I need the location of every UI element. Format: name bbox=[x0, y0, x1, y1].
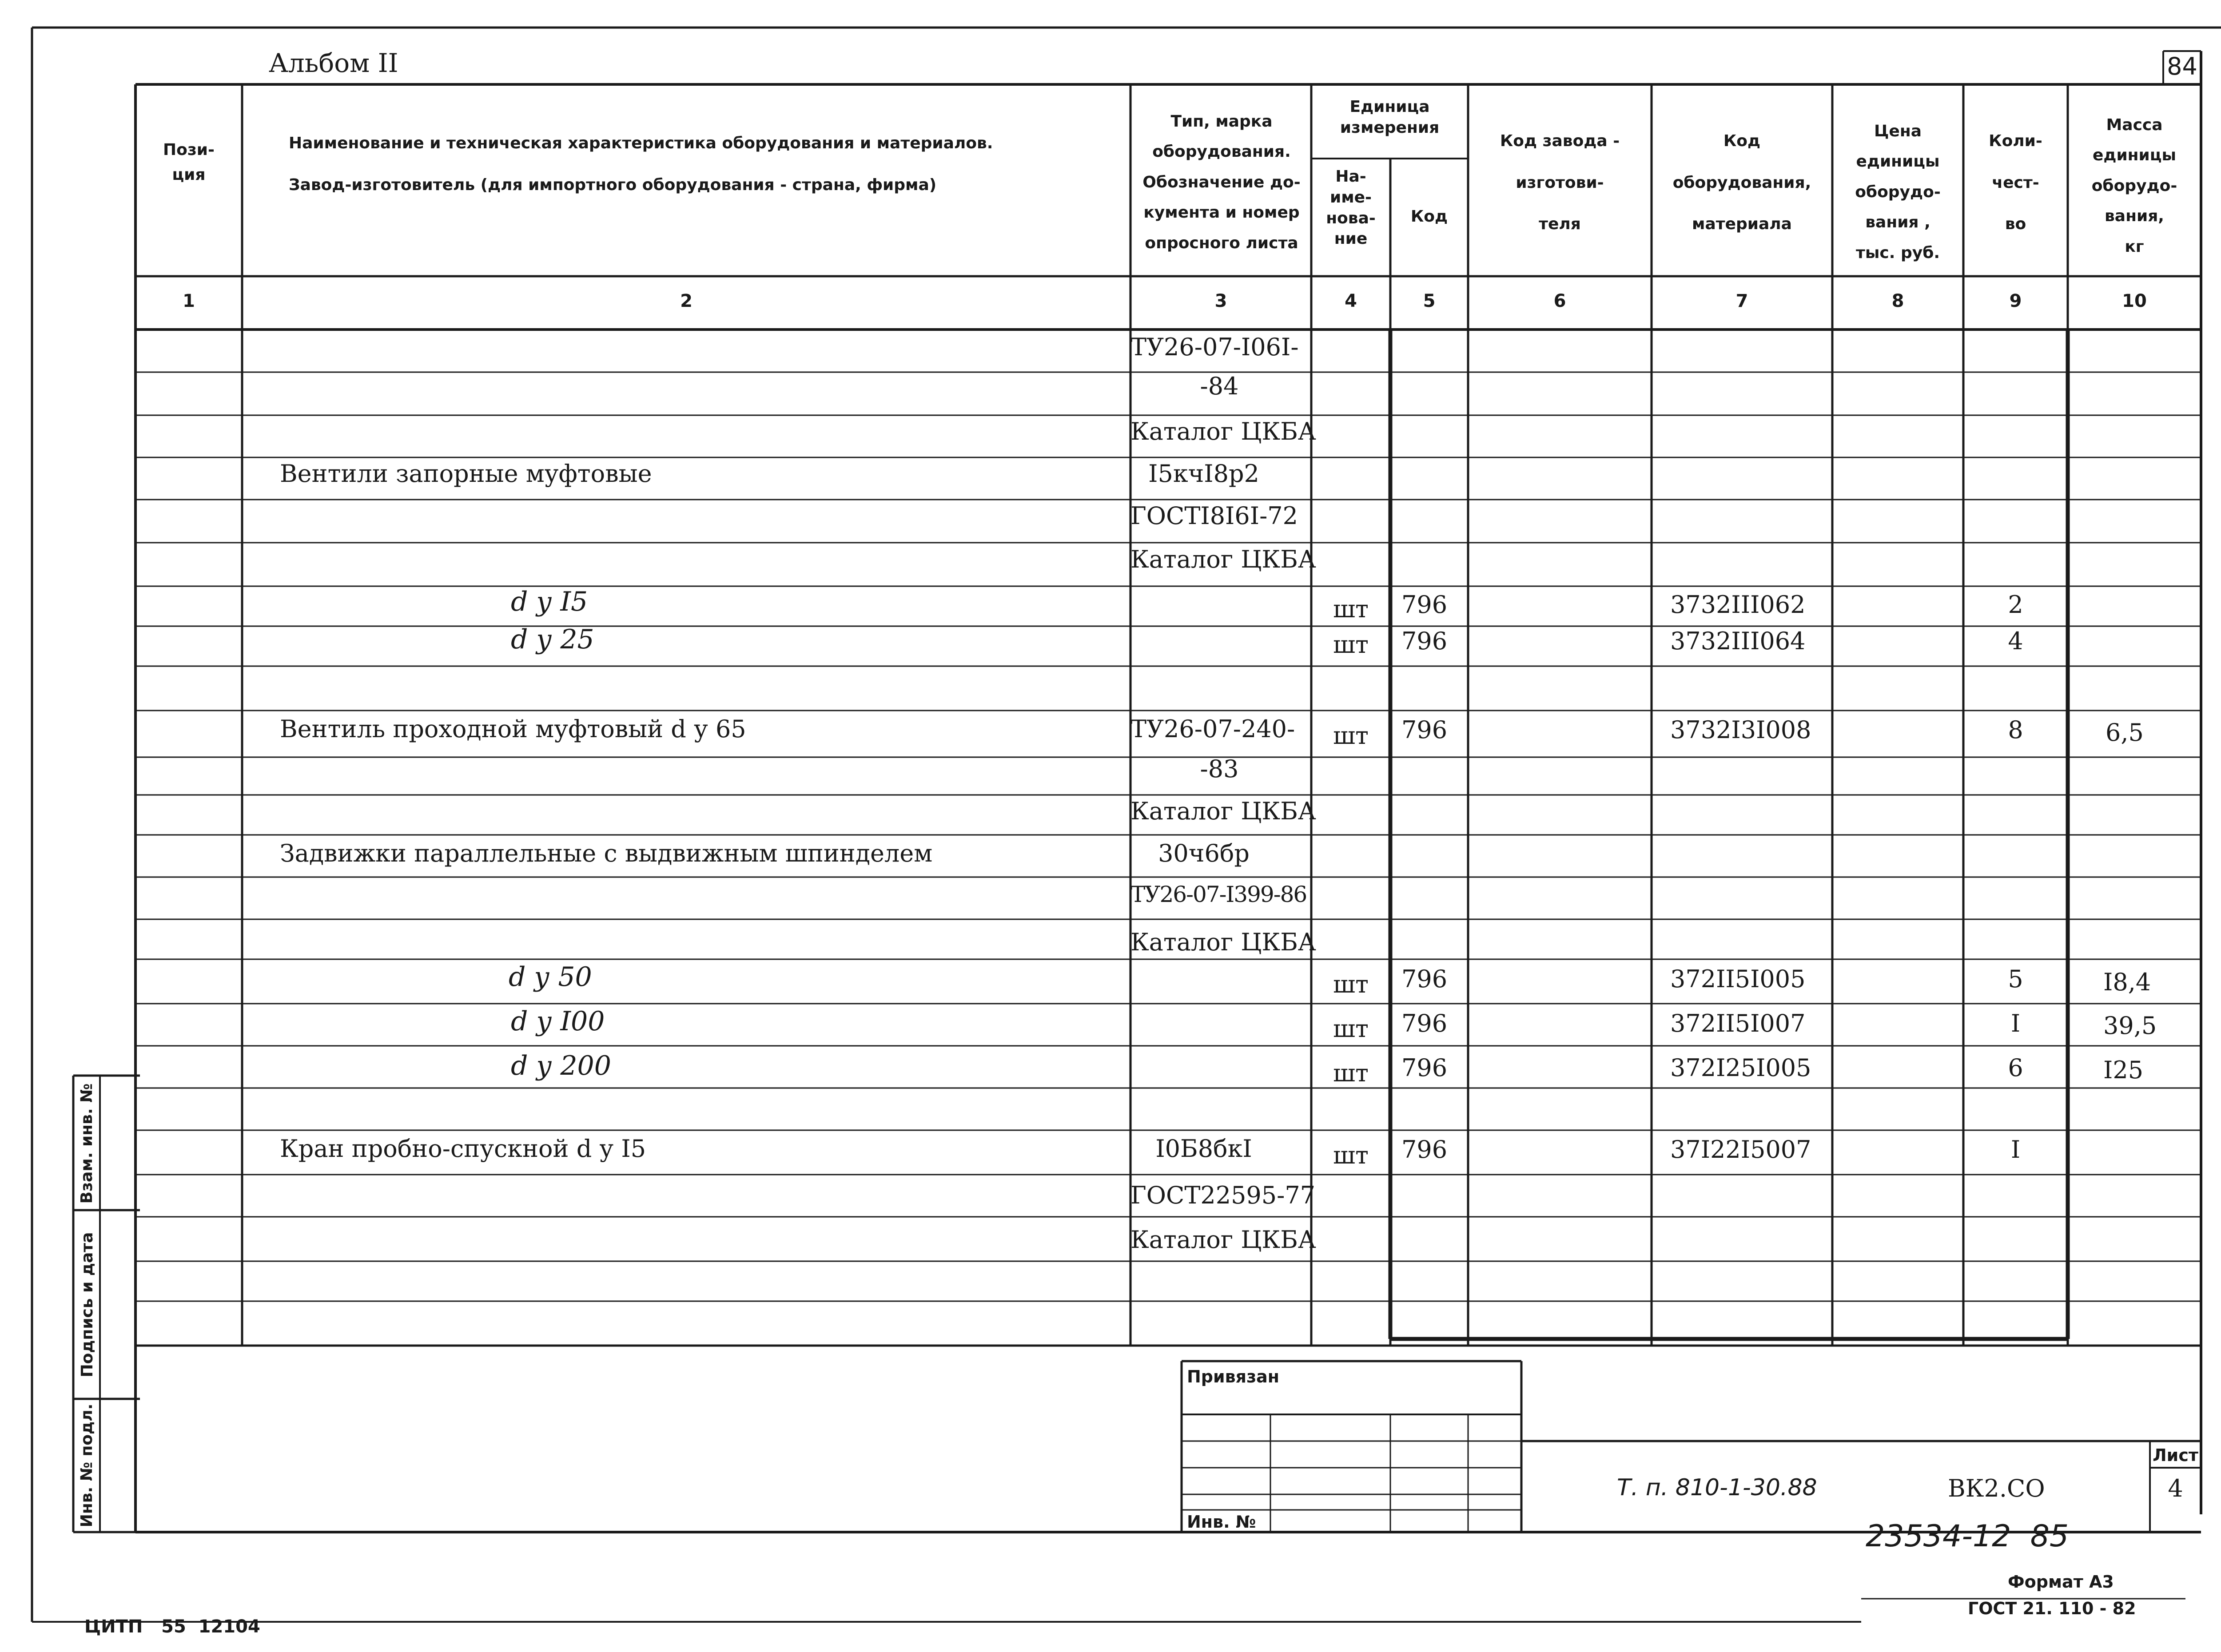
row-eq-code: 3732III064 bbox=[1670, 627, 1806, 655]
sheet-corner-number: 84 bbox=[2167, 52, 2197, 80]
album-title: Альбом II bbox=[269, 48, 398, 78]
row-mass: I25 bbox=[2103, 1056, 2144, 1084]
row-type: ТУ26-07-I399-86 bbox=[1130, 882, 1307, 907]
inv-no-label: Инв. № bbox=[1187, 1512, 1256, 1532]
row-eq-code: 37I22I5007 bbox=[1670, 1136, 1811, 1164]
row-type: I0Б8бкI bbox=[1155, 1135, 1252, 1163]
col-number-3: 3 bbox=[1214, 291, 1227, 311]
header-price: Цена единицы оборудо- вания , тыс. руб. bbox=[1855, 122, 1941, 262]
row-unit: шт bbox=[1333, 1141, 1369, 1169]
row-type: Каталог ЦКБА bbox=[1130, 928, 1316, 956]
header-unit-group: Единица измерения bbox=[1340, 98, 1440, 137]
row-unit: шт bbox=[1333, 631, 1369, 659]
row-code: 796 bbox=[1401, 1009, 1448, 1037]
stamp-podpis-data: Подпись и дата bbox=[78, 1232, 96, 1378]
row-type: ГОСТ22595-77 bbox=[1130, 1181, 1316, 1209]
row-type: 30ч6бр bbox=[1158, 839, 1250, 867]
col-number-1: 1 bbox=[183, 291, 195, 311]
row-type: Каталог ЦКБА bbox=[1130, 797, 1316, 825]
header-unit-name: На- име- нова- ние bbox=[1326, 167, 1376, 248]
row-type: Каталог ЦКБА bbox=[1130, 417, 1316, 445]
row-type: -84 bbox=[1200, 372, 1239, 400]
row-code: 796 bbox=[1401, 965, 1448, 993]
privyazan-label: Привязан bbox=[1187, 1367, 1280, 1386]
handwritten-number: 23534-12 85 bbox=[1866, 1519, 2069, 1554]
row-code: 796 bbox=[1401, 591, 1448, 619]
col-number-9: 9 bbox=[2009, 291, 2022, 311]
row-mass: 6,5 bbox=[2106, 719, 2144, 747]
header-factory-code: Код завода - изготови- теля bbox=[1500, 132, 1620, 234]
list-number: 4 bbox=[2168, 1474, 2183, 1502]
row-eq-code: 372II5I005 bbox=[1670, 965, 1806, 993]
row-code: 796 bbox=[1401, 1054, 1448, 1082]
row-qty: 5 bbox=[2008, 965, 2023, 993]
row-unit: шт bbox=[1333, 595, 1369, 623]
row-mass: 39,5 bbox=[2103, 1012, 2157, 1040]
col-number-5: 5 bbox=[1423, 291, 1436, 311]
row-type: Каталог ЦКБА bbox=[1130, 1226, 1316, 1254]
row-unit: шт bbox=[1333, 1015, 1369, 1043]
row-qty: 6 bbox=[2008, 1054, 2023, 1082]
col-number-6: 6 bbox=[1553, 291, 1566, 311]
citp-label: ЦИТП 55 12104 bbox=[84, 1616, 260, 1637]
row-eq-code: 372II5I007 bbox=[1670, 1009, 1806, 1037]
header-name: Наименование и техническая характеристика оборудования и материалов. Завод-изготовитель (для импортного оборудования - страна, фирма) bbox=[289, 134, 993, 194]
format-label: Формат А3 bbox=[2008, 1572, 2114, 1592]
col-number-4: 4 bbox=[1345, 291, 1357, 311]
stamp-inv-podl: Инв. № подл. bbox=[78, 1403, 96, 1528]
row-qty: 8 bbox=[2008, 716, 2023, 744]
header-quantity: Коли- чест- во bbox=[1989, 132, 2042, 234]
row-name: d у 25 bbox=[511, 624, 594, 655]
row-type: ТУ26-07-240- bbox=[1130, 715, 1295, 743]
row-code: 796 bbox=[1401, 716, 1448, 744]
row-name: d у 50 bbox=[509, 961, 592, 993]
row-unit: шт bbox=[1333, 1059, 1369, 1087]
row-name: d у I00 bbox=[511, 1006, 605, 1037]
col-number-8: 8 bbox=[1891, 291, 1904, 311]
row-mass: I8,4 bbox=[2103, 968, 2151, 996]
row-name: Кран пробно-спускной d у I5 bbox=[280, 1135, 646, 1163]
row-code: 796 bbox=[1401, 627, 1448, 655]
row-code: 796 bbox=[1401, 1136, 1448, 1164]
header-type: Тип, марка оборудования. Обозначение до- кумента и номер опросного листа bbox=[1142, 112, 1301, 252]
project-number: Т. п. 810-1-30.88 bbox=[1617, 1474, 1817, 1501]
header-equipment-code: Код оборудования, материала bbox=[1672, 132, 1811, 234]
col-number-2: 2 bbox=[680, 291, 693, 311]
row-eq-code: 3732I3I008 bbox=[1670, 716, 1811, 744]
doc-code: ВК2.СО bbox=[1948, 1474, 2045, 1502]
row-name: d у I5 bbox=[511, 586, 588, 617]
header-position: Пози- ция bbox=[163, 141, 215, 184]
row-name: Вентиль проходной муфтовый d у 65 bbox=[280, 715, 746, 743]
gost-label: ГОСТ 21. 110 - 82 bbox=[1968, 1599, 2136, 1618]
row-name: d у 200 bbox=[511, 1050, 611, 1081]
row-name: Задвижки параллельные с выдвижным шпинделем bbox=[280, 839, 933, 867]
row-qty: 4 bbox=[2008, 627, 2023, 655]
row-unit: шт bbox=[1333, 970, 1369, 998]
col-number-10: 10 bbox=[2122, 291, 2147, 311]
row-name: Вентили запорные муфтовые bbox=[280, 460, 652, 488]
row-qty: I bbox=[2010, 1136, 2021, 1164]
row-unit: шт bbox=[1333, 722, 1369, 750]
row-type: Каталог ЦКБА bbox=[1130, 545, 1316, 573]
row-type: ТУ26-07-I06I- bbox=[1130, 333, 1299, 361]
row-qty: 2 bbox=[2008, 591, 2023, 619]
header-mass: Масса единицы оборудо- вания, кг bbox=[2091, 116, 2177, 256]
row-qty: I bbox=[2010, 1009, 2021, 1037]
col-number-7: 7 bbox=[1735, 291, 1748, 311]
row-type: ГОСТI8I6I-72 bbox=[1130, 502, 1298, 530]
row-eq-code: 372I25I005 bbox=[1670, 1054, 1811, 1082]
list-label: Лист bbox=[2153, 1446, 2198, 1465]
row-type: I5кчI8р2 bbox=[1148, 460, 1259, 488]
stamp-vzam-inv: Взам. инв. № bbox=[78, 1083, 96, 1204]
row-type: -83 bbox=[1200, 755, 1239, 783]
row-eq-code: 3732III062 bbox=[1670, 591, 1806, 619]
header-unit-code: Код bbox=[1410, 207, 1448, 226]
